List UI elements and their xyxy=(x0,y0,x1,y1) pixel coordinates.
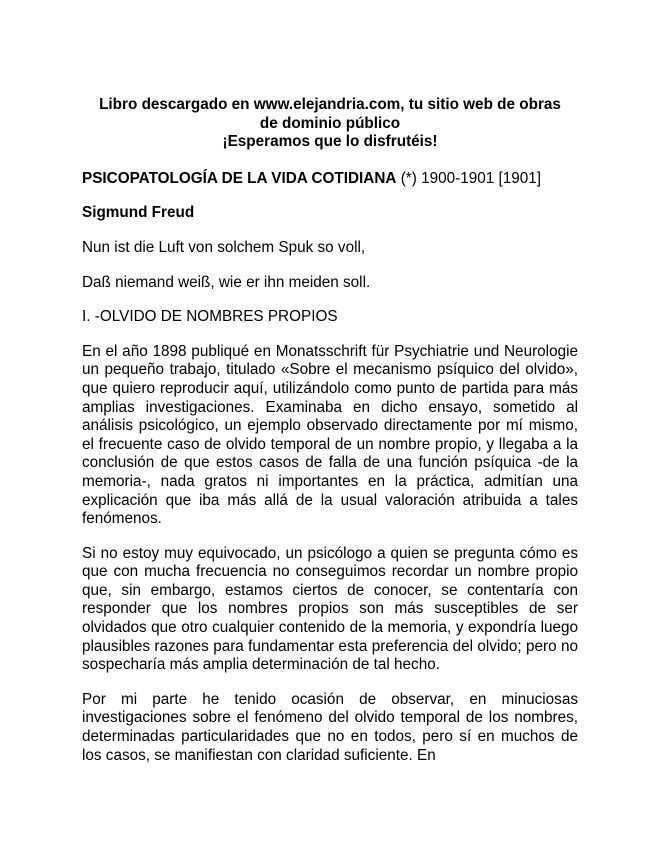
download-notice xyxy=(82,96,578,152)
chapter-heading: I. -OLVIDO DE NOMBRES PROPIOS xyxy=(82,308,338,326)
document-page xyxy=(82,96,578,781)
epigraph-line-1: Nun ist die Luft von solchem Spuk so voll, xyxy=(82,238,366,256)
author-name: Sigmund Freud xyxy=(82,204,195,222)
notice-line-3: ¡Esperamos que lo disfrutéis! xyxy=(222,133,438,151)
paragraph-3: Por mi parte he tenido ocasión de observar, en minuciosas investigaciones sobre el fenómeno del olvido temporal de los nombres, determinadas particularidades que no en todos, pero sí en muchos de los casos, se manifiestan con claridad suficiente. En xyxy=(82,690,578,764)
paragraph-2: Si no estoy muy equivocado, un psicólogo a quien se pregunta cómo es que con mucha frecuencia no conseguimos recordar un nombre propio que, sin embargo, estamos ciertos de conocer, se contentaría con responder que los nombres propios son más susceptibles de ser olvidados que otro cualquier contenido de la memoria, y expondría luego plausibles razones para fundamentar esta preferencia del olvido; pero no sospecharía más amplia determinación de tal hecho. xyxy=(82,544,578,674)
book-title xyxy=(82,170,578,189)
paragraph-1: En el año 1898 publiqué en Monatsschrift für Psychiatrie und Neurologie un pequeño trabajo, titulado «Sobre el mecanismo psíquico del olvido», que quiero reproducir aquí, utilizándolo como punto de partida para más amplias investigaciones. Examinaba en dicho ensayo, sometido al análisis psicológico, un ejemplo observado directamente por mí mismo, el frecuente caso de olvido temporal de un nombre propio, y llegaba a la conclusión de que estos casos de falla de una función psíquica -de la memoria-, nada gratos ni importantes en la práctica, admitían una explicación que iba más allá de la usual valoración atribuida a tales fenómenos. xyxy=(82,342,578,528)
book-title-main: PSICOPATOLOGÍA DE LA VIDA COTIDIANA xyxy=(82,169,397,187)
book-title-dates: (*) 1900-1901 [1901] xyxy=(396,169,542,187)
notice-line-1: Libro descargado en www.elejandria.com, tu sitio web de obras xyxy=(99,96,561,113)
notice-line-2: de dominio público xyxy=(259,114,401,132)
epigraph-line-2: Daß niemand weiß, wie er ihn meiden soll. xyxy=(82,273,371,291)
